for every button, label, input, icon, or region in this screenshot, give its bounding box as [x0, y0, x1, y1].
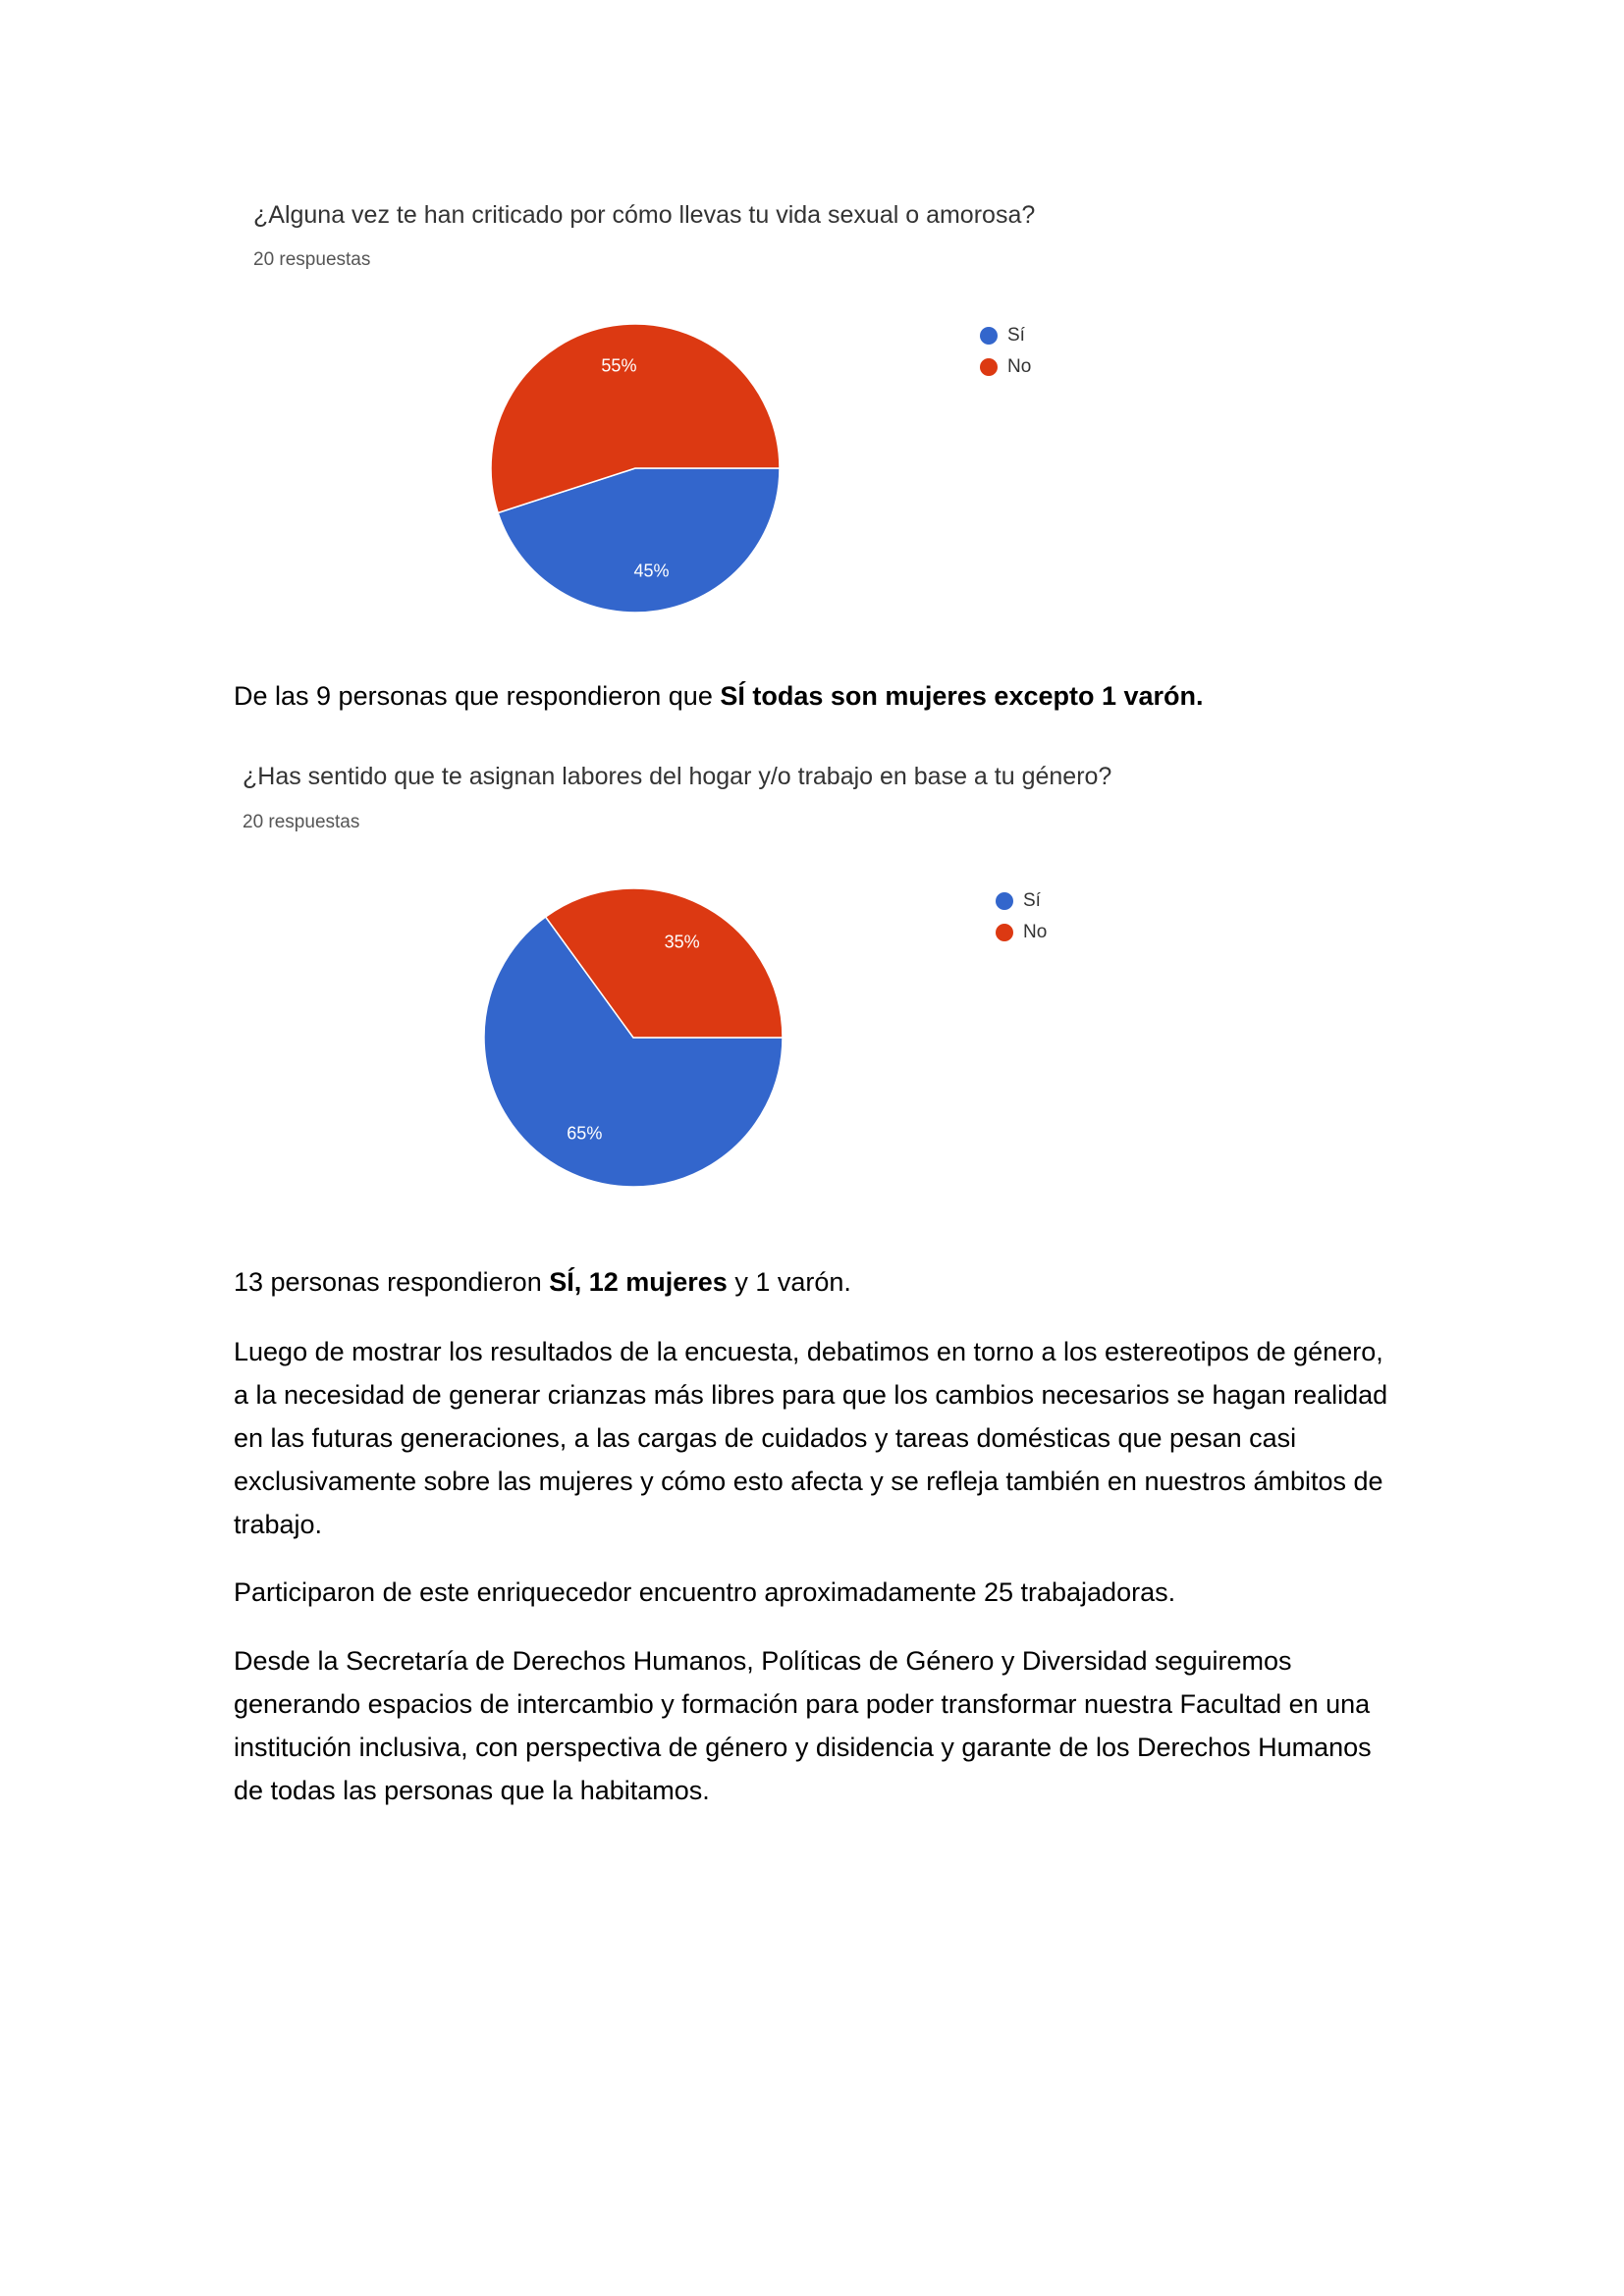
pie-slice-label-no: 35%: [664, 932, 700, 952]
chart-2-title: ¿Has sentido que te asignan labores del hogar y/o trabajo en base a tu género?: [243, 763, 1112, 790]
legend-dot-si: [980, 327, 998, 345]
chart-1-summary: [234, 674, 1392, 718]
closing-paragraph: Desde la Secretaría de Derechos Humanos, Políticas de Género y Diversidad seguiremos generando espacios de intercambio y formación para poder transformar nuestra Facultad en una institución inclusiva, con perspectiva de género y disidencia y garante de los Derechos Humanos de todas las personas que la habitamos.: [234, 1646, 1372, 1805]
chart-2-summary-post: y 1 varón.: [727, 1267, 851, 1297]
chart-1-legend: [980, 320, 1031, 383]
chart-2-summary-bold: SÍ, 12 mujeres: [549, 1267, 728, 1297]
legend-dot-no: [980, 358, 998, 376]
chart-1-summary-text: De las 9 personas que respondieron que: [234, 681, 721, 711]
participants-paragraph: Participaron de este enriquecedor encuentro aproximadamente 25 trabajadoras.: [234, 1577, 1176, 1607]
legend-item-no: [996, 917, 1047, 948]
legend-item-si: [980, 320, 1031, 351]
chart-1-title: ¿Alguna vez te han criticado por cómo llevas tu vida sexual o amorosa?: [253, 201, 1036, 229]
legend-label-si: Sí: [1007, 325, 1025, 346]
legend-label-no: No: [1023, 922, 1048, 942]
discussion-paragraph: Luego de mostrar los resultados de la encuesta, debatimos en torno a los estereotipos de género, a la necesidad de generar crianzas más libres para que los cambios necesarios se hagan realidad en las futuras generaciones, a las cargas de cuidados y tareas domésticas que pesan casi exclusivamente sobre las mujeres y cómo esto afecta y se refleja también en nuestros ámbitos de trabajo.: [234, 1337, 1388, 1539]
legend-label-no: No: [1007, 356, 1032, 377]
chart-1-pie: [488, 321, 783, 615]
legend-dot-no: [996, 924, 1013, 941]
chart-2-summary: [234, 1260, 1392, 1304]
legend-item-no: [980, 351, 1031, 383]
chart-2-summary-pre: 13 personas respondieron: [234, 1267, 550, 1297]
pie-slice-label-si: 45%: [633, 561, 670, 581]
chart-1-response-count: 20 respuestas: [253, 249, 371, 270]
pie-slice-label-si: 65%: [567, 1123, 603, 1144]
chart-2-legend: [996, 885, 1047, 948]
chart-1-summary-bold: SÍ todas son mujeres excepto 1 varón.: [720, 681, 1204, 711]
legend-label-si: Sí: [1023, 890, 1041, 911]
legend-item-si: [996, 885, 1047, 917]
chart-2-pie: [481, 885, 785, 1190]
legend-dot-si: [996, 892, 1013, 910]
chart-2-response-count: 20 respuestas: [243, 812, 360, 832]
pie-slice-label-no: 55%: [601, 355, 637, 376]
